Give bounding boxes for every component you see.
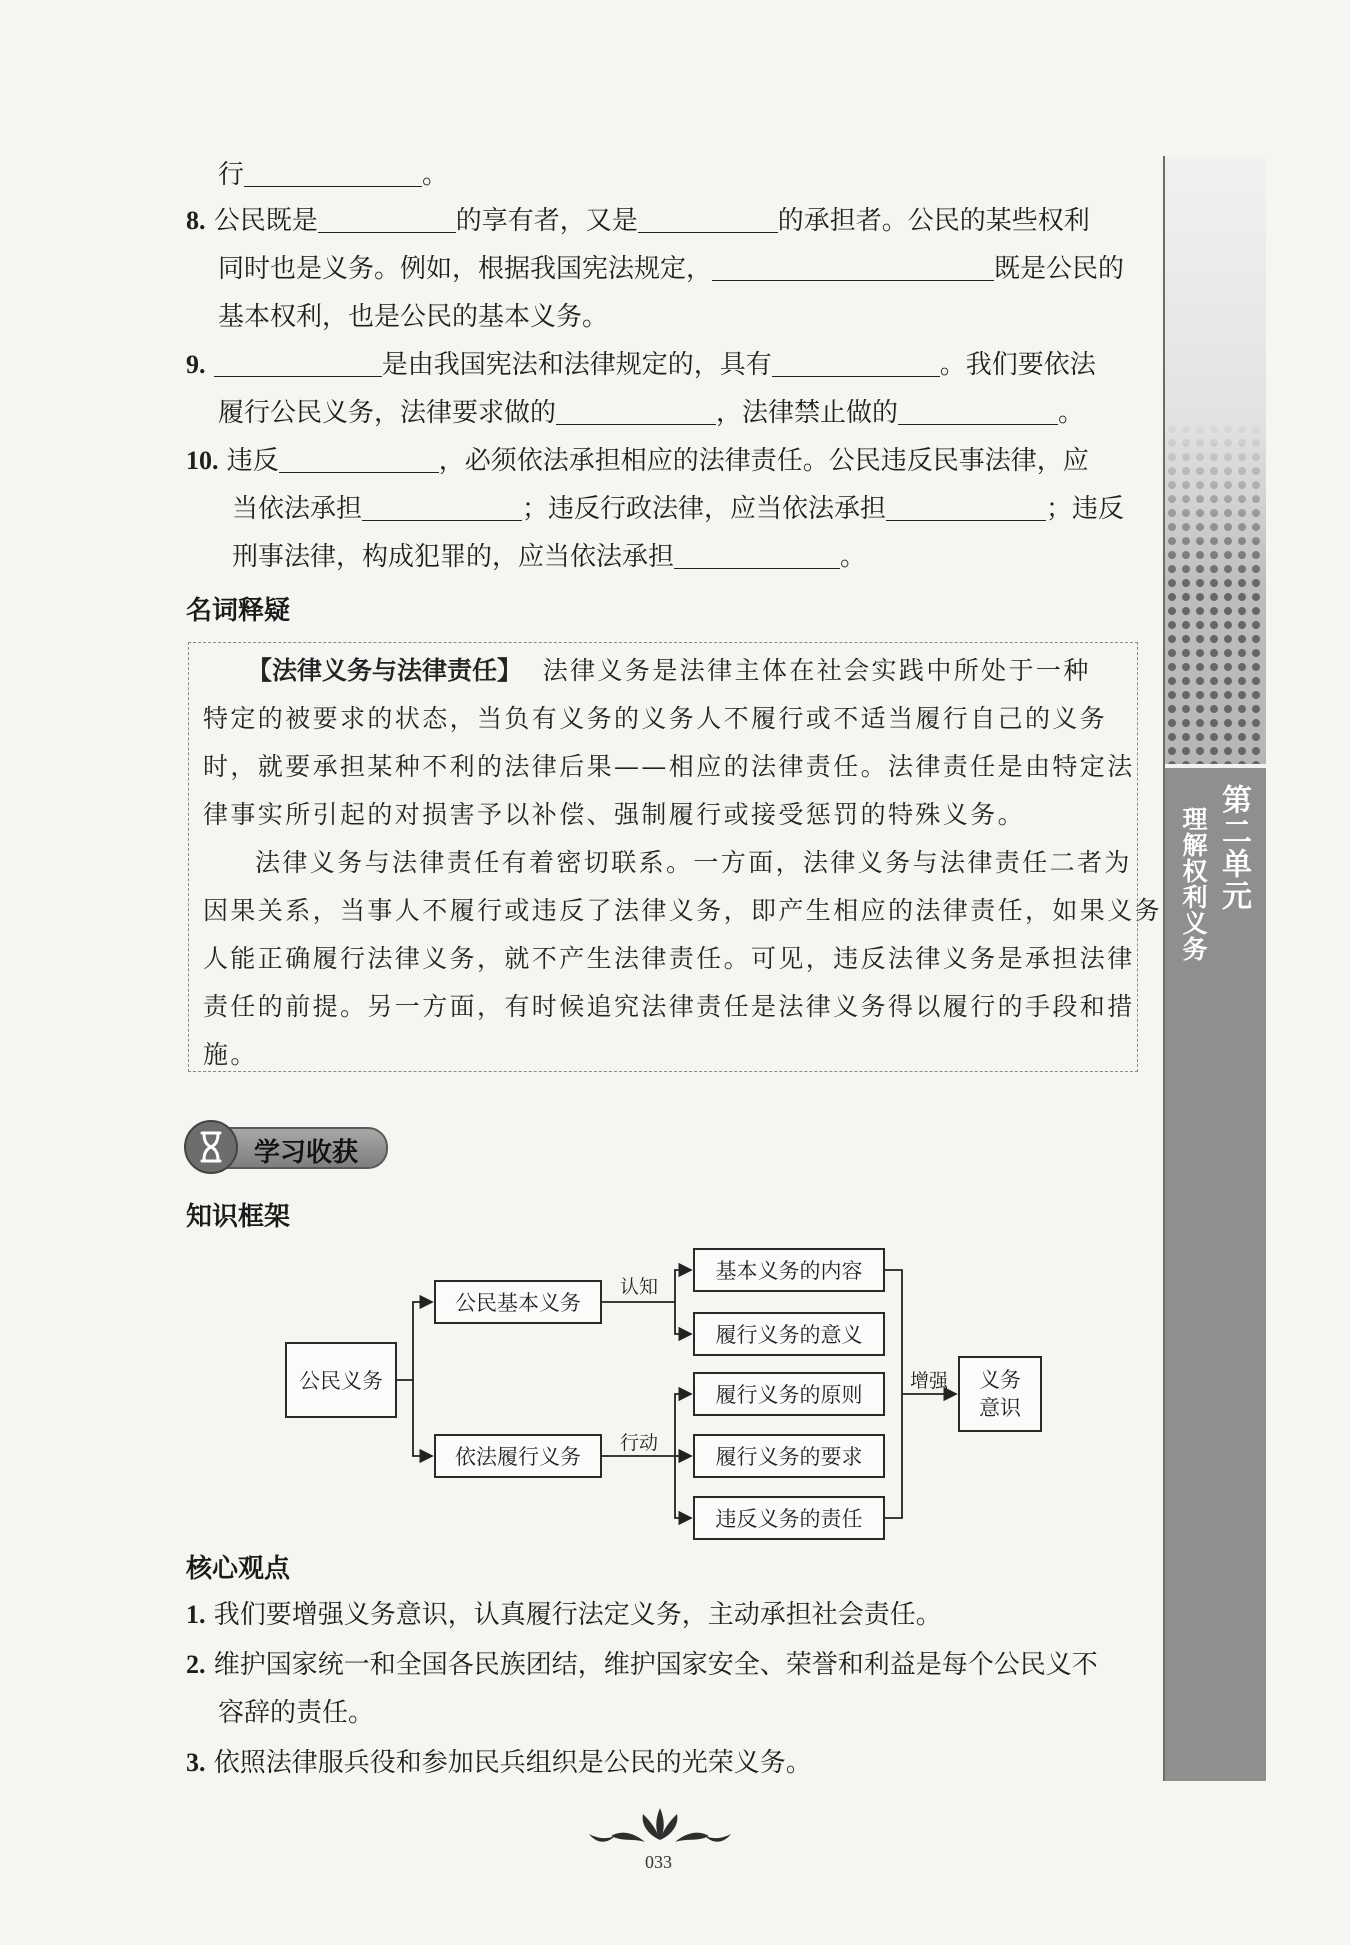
term-p2-l5: 施。 <box>203 1040 258 1069</box>
question-number: 9. <box>186 350 206 379</box>
badge-title: 学习收获 <box>254 1138 359 1168</box>
q8-text: 的承担者。公民的某些权利 <box>777 206 1090 236</box>
point-text: 我们要增强义务意识，认真履行法定义务，主动承担社会责任。 <box>213 1600 942 1630</box>
term-p2-l3: 人能正确履行法律义务，就不产生法律责任。可见，违反法律义务是承担法律 <box>203 944 1135 973</box>
q10-text: 。 <box>840 542 867 572</box>
term-heading: 名词释疑 <box>186 596 291 626</box>
term-p1-l3: 时，就要承担某种不利的法律后果——相应的法律责任。法律责任是由特定法 <box>203 752 1135 781</box>
term-title: 【法律义务与法律责任】 <box>247 656 523 685</box>
q8-text: 的享有者，又是 <box>455 206 638 236</box>
unit-title: 第二单元 <box>1216 784 1251 912</box>
q9-text: 。 <box>1058 398 1085 428</box>
diagram-root: 公民义务 <box>285 1342 397 1418</box>
result-line: 意识 <box>979 1396 1021 1420</box>
q8-text: 既是公民的 <box>994 254 1125 284</box>
edge-label-cognition: 认知 <box>620 1276 659 1298</box>
term-p1-l2: 特定的被要求的状态，当负有义务的义务人不履行或不适当履行自己的义务 <box>203 704 1108 733</box>
diagram-branch-bottom: 依法履行义务 <box>434 1434 602 1478</box>
diagram-result <box>958 1356 1042 1432</box>
q10-text: ；违反行政法律，应当依法承担 <box>522 494 887 524</box>
diagram-branch-top: 公民基本义务 <box>434 1280 602 1324</box>
q10-text: ；违反 <box>1046 494 1125 524</box>
core-heading: 核心观点 <box>186 1554 291 1584</box>
term-p1-l4: 律事实所引起的对损害予以补偿、强制履行或接受惩罚的特殊义务。 <box>203 800 1026 829</box>
q10-text: 刑事法律，构成犯罪的，应当依法承担 <box>232 542 675 572</box>
term-text: 法律义务是法律主体在社会实践中所处于一种 <box>542 656 1091 685</box>
point-text: 维护国家统一和全国各民族团结，维护国家安全、荣誉和利益是每个公民义不 <box>213 1650 1098 1680</box>
core-point-2 <box>186 1648 1098 1682</box>
footer-ornament-icon <box>585 1800 735 1850</box>
diagram-leaf-principle: 履行义务的原则 <box>693 1372 885 1416</box>
question-number: 8. <box>186 206 206 235</box>
q8-line3: 基本权利，也是公民的基本义务。 <box>218 302 609 332</box>
q8-text: 公民既是 <box>213 206 318 236</box>
diagram-leaf-liability: 违反义务的责任 <box>693 1496 885 1540</box>
unit-subtitle: 理解权利义务 <box>1179 806 1208 962</box>
point-number: 3. <box>186 1748 206 1777</box>
q10-text: 当依法承担 <box>232 494 363 524</box>
q8-text: 同时也是义务。例如，根据我国宪法规定， <box>218 254 713 284</box>
result-line: 义务 <box>979 1368 1021 1392</box>
q9-text: ，法律禁止做的 <box>716 398 899 428</box>
diagram-leaf-content: 基本义务的内容 <box>693 1248 885 1292</box>
term-p2-l1: 法律义务与法律责任有着密切联系。一方面，法律义务与法律责任二者为 <box>255 848 1132 877</box>
q9-text: 。我们要依法 <box>939 350 1096 380</box>
point-text: 依照法律服兵役和参加民兵组织是公民的光荣义务。 <box>213 1748 812 1778</box>
q10-text: 违反 <box>226 446 279 476</box>
core-point-2-cont: 容辞的责任。 <box>218 1698 375 1728</box>
edge-label-strengthen: 增强 <box>910 1370 949 1392</box>
diagram-leaf-meaning: 履行义务的意义 <box>693 1312 885 1356</box>
point-number: 2. <box>186 1650 206 1679</box>
framework-heading: 知识框架 <box>186 1202 291 1232</box>
q9-text: 是由我国宪法和法律规定的，具有 <box>381 350 772 380</box>
term-p2-l2: 因果关系，当事人不履行或违反了法律义务，即产生相应的法律责任，如果义务 <box>203 896 1163 925</box>
page-number: 033 <box>645 1852 672 1872</box>
point-number: 1. <box>186 1600 206 1629</box>
term-p2-l4: 责任的前提。另一方面，有时候追究法律责任是法律义务得以履行的手段和措 <box>203 992 1135 1021</box>
q10-text: ，必须依法承担相应的法律责任。公民违反民事法律，应 <box>438 446 1089 476</box>
core-point-1 <box>186 1598 942 1632</box>
q9-text: 履行公民义务，法律要求做的 <box>218 398 557 428</box>
question-number: 10. <box>186 446 219 475</box>
fragment-end: 。 <box>422 160 449 190</box>
edge-label-action: 行动 <box>620 1432 659 1454</box>
core-point-3 <box>186 1746 812 1780</box>
diagram-leaf-requirement: 履行义务的要求 <box>693 1434 885 1478</box>
fragment-text: 行 <box>218 160 245 190</box>
